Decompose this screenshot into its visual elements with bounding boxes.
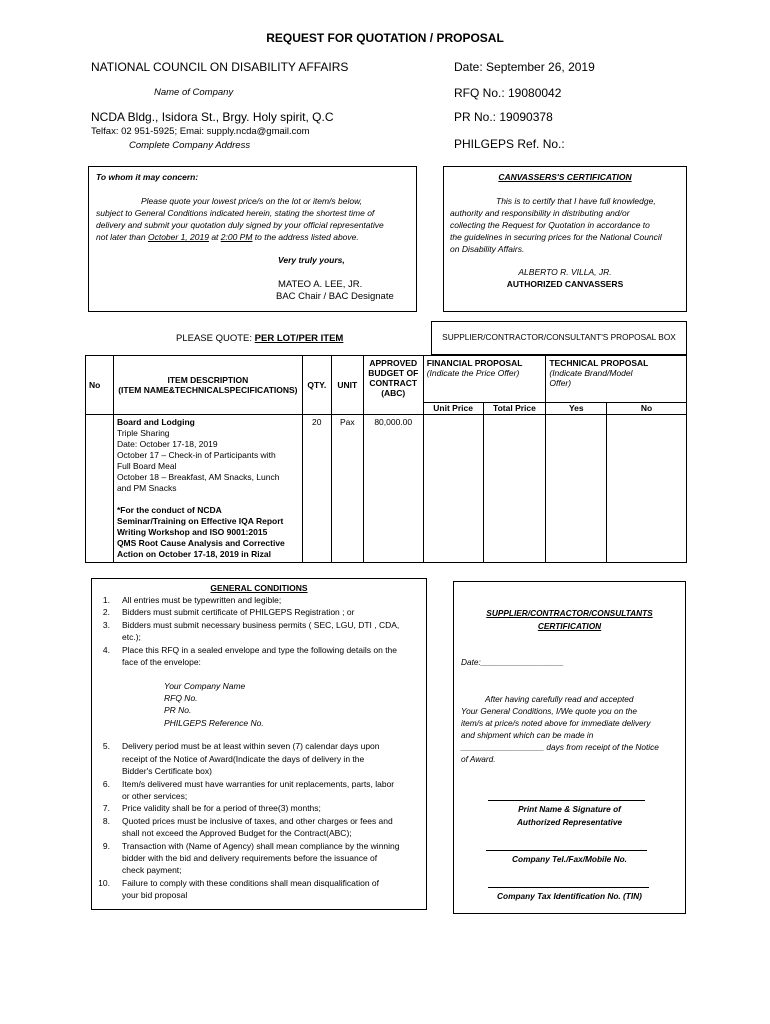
page-title: REQUEST FOR QUOTATION / PROPOSAL: [266, 31, 504, 45]
condition-text: Item/s delivered must have warranties for unit replacements, parts, labor: [122, 778, 395, 789]
condition-text: Price validity shall be for a period of three(3) months;: [122, 803, 321, 814]
bac-signatory: MATEO A. LEE, JR.: [278, 279, 363, 290]
conditions-heading: GENERAL CONDITIONS: [210, 583, 308, 593]
condition-text: Bidders must submit certificate of PHILGEPS Registration ; or: [122, 607, 355, 618]
item-unit-price-cell[interactable]: [423, 415, 483, 563]
item-name: Board and Lodging: [116, 417, 195, 427]
envelope-detail: RFQ No.: [164, 692, 198, 703]
canvasser-certification-box: [443, 166, 687, 312]
item-note-4: QMS Root Cause Analysis and Corrective: [116, 538, 285, 548]
condition-number: 2.: [102, 607, 110, 618]
item-abc-cell: [363, 415, 423, 563]
condition-number: 6.: [102, 778, 110, 789]
col-abc-line-1: APPROVED: [369, 358, 418, 368]
canvasser-name: ALBERTO R. VILLA, JR.: [518, 267, 612, 277]
col-description-line-2: (ITEM NAME&TECHNICALSPECIFICATIONS): [118, 385, 298, 395]
condition-text: Bidder's Certificate box): [122, 766, 212, 777]
table-row: [86, 415, 687, 563]
letter-line-4b: at: [208, 232, 221, 242]
item-abc: 80,000.00: [374, 417, 413, 427]
agency-address: NCDA Bldg., Isidora St., Brgy. Holy spirit, Q.C: [91, 110, 334, 124]
condition-text: All entries must be typewritten and legible;: [122, 595, 282, 605]
condition-text: receipt of the Notice of Award(Indicate the days of delivery in the: [122, 753, 365, 764]
letter-line-3: delivery and submit your quotation duly signed by your official representative: [96, 220, 384, 230]
agency-address-caption: Complete Company Address: [129, 140, 251, 151]
condition-number: 4.: [102, 644, 110, 655]
col-qty: [302, 356, 331, 415]
supplier-cert-heading-1: SUPPLIER/CONTRACTOR/CONSULTANTS: [486, 608, 653, 618]
condition-text: bidder with the bid and delivery requirements before the issuance of: [122, 852, 378, 863]
technical-proposal-title: TECHNICAL PROPOSAL: [549, 358, 649, 368]
col-abc-line-3: CONTRACT: [369, 378, 418, 388]
letter-line-4a: not later than: [96, 232, 148, 242]
signature-label-1: Print Name & Signature of: [518, 804, 621, 814]
rfq-number: RFQ No.: 19080042: [454, 86, 562, 100]
supplier-cert-text-4: and shipment which can be made in: [461, 730, 594, 740]
item-detail-5: October 18 – Breakfast, AM Snacks, Lunch: [116, 472, 280, 482]
item-note-1: *For the conduct of NCDA: [116, 505, 222, 515]
item-note-2: Seminar/Training on Effective IQA Report: [116, 516, 284, 526]
condition-number: 3.: [102, 619, 110, 630]
condition-text: shall not exceed the Approved Budget for the Contract(ABC);: [122, 828, 352, 839]
canvasser-heading: CANVASSERS'S CERTIFICATION: [498, 172, 632, 182]
canvasser-title: AUTHORIZED CANVASSERS: [506, 279, 624, 289]
item-note-5: Action on October 17-18, 2019 in Rizal: [116, 549, 271, 559]
deadline-time: 2:00 PM: [220, 232, 253, 242]
supplier-cert-text-1: After having carefully read and accepted: [485, 694, 634, 704]
condition-number: 9.: [102, 840, 110, 851]
col-no: [86, 356, 114, 415]
technical-proposal-sub-2: Offer): [549, 378, 572, 388]
proposal-box-label: SUPPLIER/CONTRACTOR/CONSULTANT'S PROPOSAL BOX: [442, 332, 676, 342]
col-abc-line-4: (ABC): [381, 388, 406, 398]
condition-text: check payment;: [122, 865, 182, 876]
condition-text: or other services;: [122, 790, 188, 801]
item-note-3: Writing Workshop and ISO 9001:2015: [116, 527, 268, 537]
col-unit-label: UNIT: [337, 380, 358, 390]
item-detail-3: October 17 – Check-in of Participants with: [116, 450, 276, 460]
condition-text: etc.);: [122, 632, 141, 643]
col-no-label: No: [89, 380, 101, 390]
col-total-price: [483, 403, 546, 415]
item-unit-cell: [331, 415, 363, 563]
supplier-certification-box: [453, 581, 686, 914]
canvasser-line-4: the guidelines in securing prices for the National Council: [450, 232, 662, 242]
bac-signatory-title: BAC Chair / BAC Designate: [276, 291, 394, 302]
signature-line[interactable]: [488, 800, 645, 801]
item-detail-4: Full Board Meal: [116, 461, 177, 471]
item-detail-1: Triple Sharing: [116, 428, 170, 438]
condition-text: Place this RFQ in a sealed envelope and type the following details on the: [122, 644, 398, 655]
condition-number: 1.: [102, 595, 110, 605]
technical-proposal-sub-1: (Indicate Brand/Model: [549, 368, 633, 378]
agency-name: NATIONAL COUNCIL ON DISABILITY AFFAIRS: [91, 60, 349, 74]
agency-contact: Telfax: 02 951-5925; Emai: supply.ncda@gmail.com: [91, 126, 310, 137]
col-unit-price: [423, 403, 483, 415]
yes-label: Yes: [568, 403, 584, 413]
condition-text: your bid proposal: [122, 890, 188, 901]
item-detail-2: Date: October 17-18, 2019: [116, 439, 218, 449]
col-description: [113, 356, 302, 415]
philgeps-ref: PHILGEPS Ref. No.:: [454, 137, 565, 151]
letter-line-1: Please quote your lowest price/s on the lot or item/s below,: [141, 196, 363, 206]
supplier-cert-text-6: of Award.: [461, 754, 496, 764]
item-description-cell: [113, 415, 302, 563]
col-qty-label: QTY.: [307, 380, 327, 390]
telephone-line[interactable]: [486, 850, 647, 851]
condition-text: Quoted prices must be inclusive of taxes, and other charges or fees and: [122, 815, 393, 826]
table-header-row: [86, 356, 687, 403]
col-abc: [363, 356, 423, 415]
supplier-cert-text-2: Your General Conditions, I/We quote you on the: [461, 706, 638, 716]
condition-text: Bidders must submit necessary business permits ( SEC, LGU, DTI , CDA,: [122, 619, 400, 630]
please-quote-label: PLEASE QUOTE:: [176, 333, 255, 344]
quote-basis: PER LOT/PER ITEM: [254, 333, 344, 344]
financial-proposal-title: FINANCIAL PROPOSAL: [426, 358, 523, 368]
col-yes: [546, 403, 607, 415]
canvasser-line-2: authority and responsibility in distributing and/or: [450, 208, 630, 218]
letter-closing: Very truly yours,: [278, 255, 345, 265]
financial-proposal-header: [423, 356, 546, 403]
supplier-cert-text-5[interactable]: __________________ days from receipt of the Notice: [461, 742, 659, 752]
no-label: No: [640, 403, 653, 413]
items-table: [85, 355, 687, 563]
col-abc-line-2: BUDGET OF: [368, 368, 419, 378]
request-letter-box: [88, 166, 417, 312]
envelope-detail: PR No.: [164, 705, 192, 716]
rfq-date: Date: September 26, 2019: [454, 60, 595, 74]
item-detail-6: and PM Snacks: [116, 483, 177, 493]
item-no-tech-cell[interactable]: [607, 415, 687, 563]
col-no-tech: [607, 403, 687, 415]
proposal-box-header: [431, 321, 687, 355]
salutation: To whom it may concern:: [96, 172, 199, 182]
general-conditions-box: [91, 578, 427, 910]
supplier-cert-text-3: item/s at price/s noted above for immediate delivery: [461, 718, 651, 728]
canvasser-line-5: on Disability Affairs.: [450, 244, 525, 254]
envelope-detail: PHILGEPS Reference No.: [164, 717, 264, 728]
financial-proposal-sub: (Indicate the Price Offer): [426, 368, 520, 378]
item-total-price-cell[interactable]: [483, 415, 546, 563]
item-unit: Pax: [339, 417, 355, 427]
canvasser-line-3: collecting the Request for Quotation in accordance to: [450, 220, 650, 230]
condition-text: Transaction with (Name of Agency) shall mean compliance by the winning: [122, 840, 400, 851]
letter-line-2: subject to General Conditions indicated herein, stating the shortest time of: [96, 208, 375, 218]
condition-number: 7.: [102, 803, 110, 814]
item-no-cell: [86, 415, 114, 563]
agency-name-caption: Name of Company: [154, 87, 234, 98]
condition-text: face of the envelope:: [122, 657, 201, 667]
item-yes-cell[interactable]: [546, 415, 607, 563]
col-unit: [331, 356, 363, 415]
signature-label-2: Authorized Representative: [516, 817, 623, 827]
condition-number: 8.: [102, 815, 110, 826]
supplier-cert-heading-2: CERTIFICATION: [537, 621, 602, 631]
supplier-cert-date[interactable]: Date:__________________: [461, 657, 564, 667]
item-qty: 20: [312, 417, 322, 427]
tin-line[interactable]: [488, 887, 649, 888]
pr-number: PR No.: 19090378: [454, 110, 553, 124]
canvasser-line-1: This is to certify that I have full knowledge,: [496, 196, 656, 206]
condition-number: 5.: [102, 741, 110, 752]
tin-label: Company Tax Identification No. (TIN): [497, 891, 642, 901]
item-qty-cell: [302, 415, 331, 563]
col-description-line-1: ITEM DESCRIPTION: [167, 375, 249, 385]
letter-line-4c: to the address listed above.: [252, 232, 359, 242]
condition-text: Delivery period must be at least within seven (7) calendar days upon: [122, 741, 380, 752]
please-quote: [176, 333, 343, 344]
total-price-label: Total Price: [493, 403, 536, 413]
letter-line-4: [96, 232, 359, 242]
technical-proposal-header: [546, 356, 687, 403]
telephone-label: Company Tel./Fax/Mobile No.: [512, 854, 627, 864]
condition-number: 10.: [98, 877, 110, 888]
unit-price-label: Unit Price: [433, 403, 473, 413]
envelope-detail: Your Company Name: [164, 680, 246, 691]
condition-text: Failure to comply with these conditions shall mean disqualification of: [122, 877, 380, 888]
deadline-date: October 1, 2019: [147, 232, 209, 242]
